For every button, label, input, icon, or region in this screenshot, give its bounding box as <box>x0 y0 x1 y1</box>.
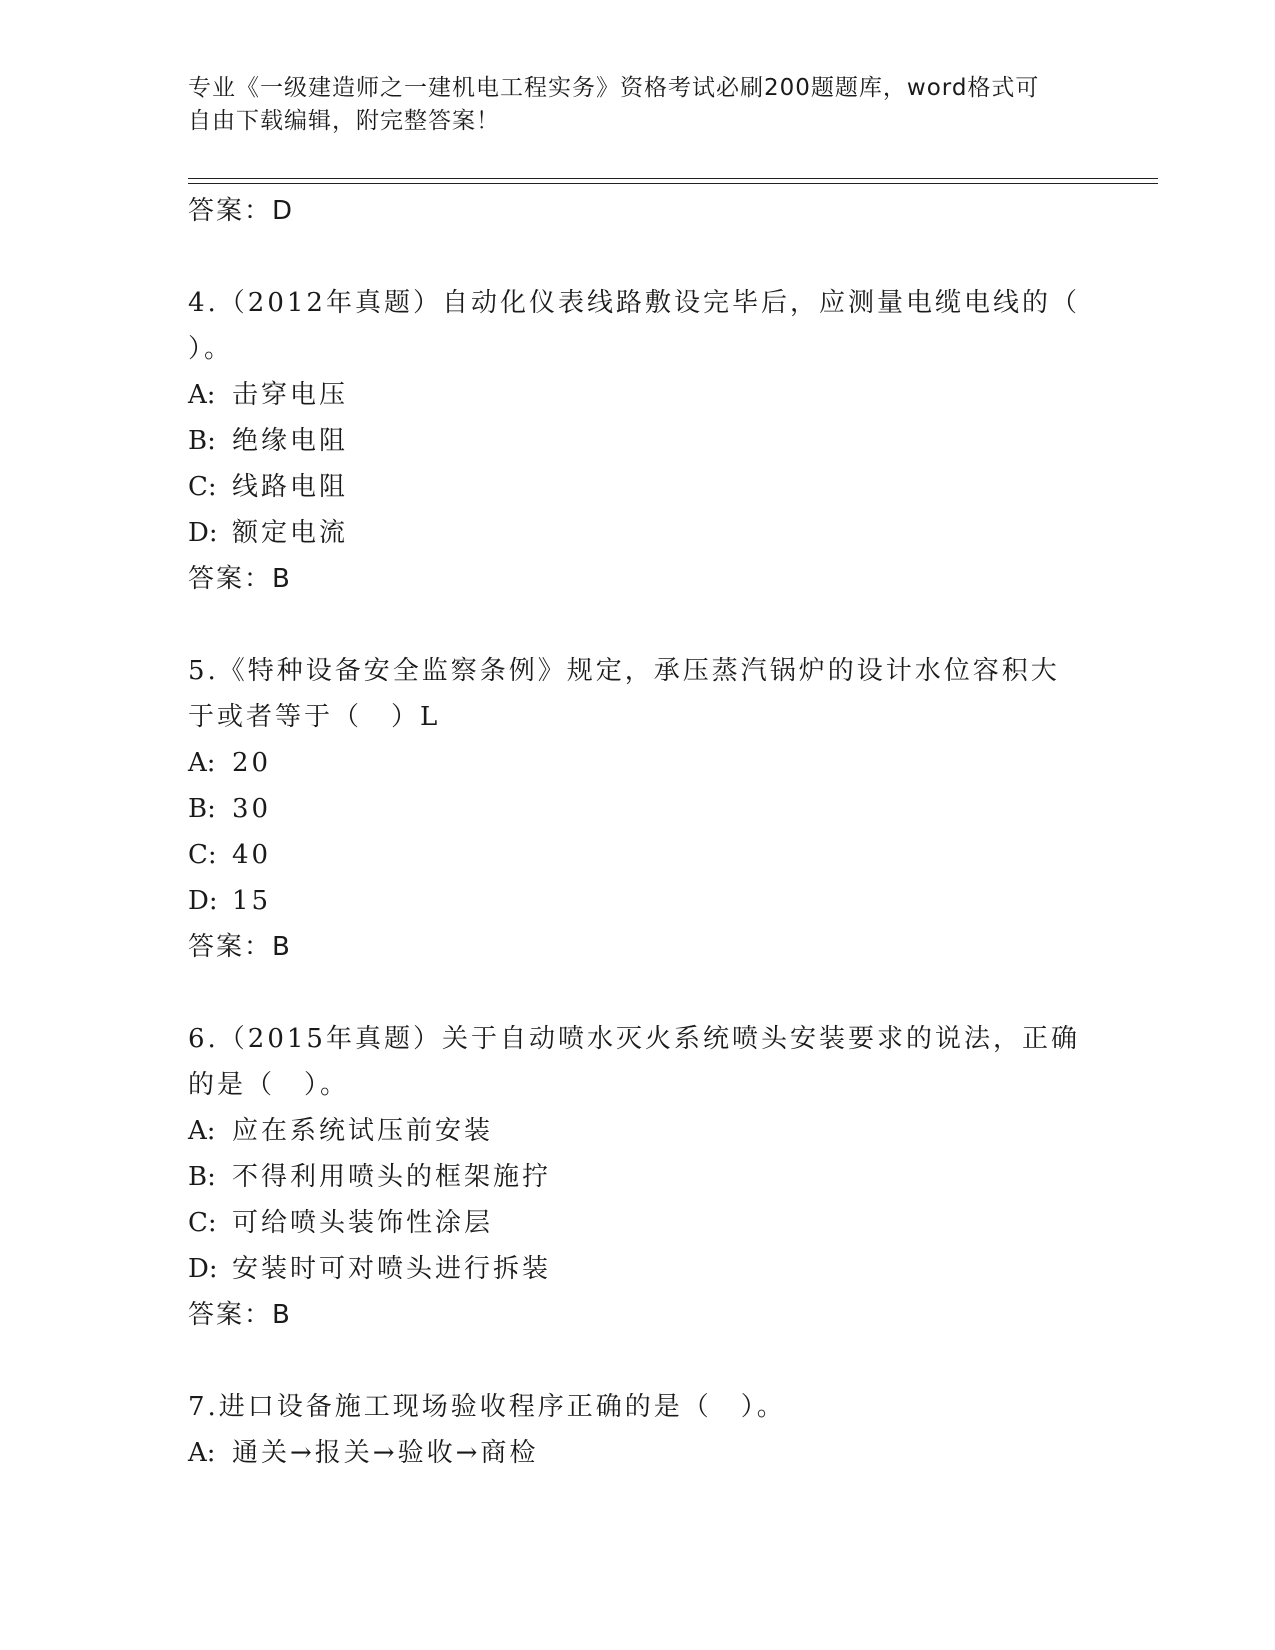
option-c <box>188 464 1088 510</box>
question-stem-continued: 于或者等于（ ）L <box>188 702 441 732</box>
option-b <box>188 418 1088 464</box>
option-d <box>188 1246 1088 1292</box>
answer-line: 答案：D <box>188 196 295 226</box>
question-block <box>188 1384 1088 1476</box>
option-text: 15 <box>232 886 272 916</box>
option-letter: C: <box>188 472 217 502</box>
option-a <box>188 1108 1088 1154</box>
option-d <box>188 510 1088 556</box>
header-line-2: 自由下载编辑，附完整答案！ <box>188 108 500 134</box>
answer-line: 答案：B <box>188 564 292 594</box>
option-letter: A: <box>188 380 216 410</box>
option-text: 通关→报关→验收→商检 <box>232 1438 539 1468</box>
option-text: 线路电阻 <box>232 472 349 502</box>
option-a <box>188 372 1088 418</box>
option-text: 20 <box>232 748 272 778</box>
question-stem: 7.进口设备施工现场验收程序正确的是（ ）。 <box>188 1392 786 1422</box>
option-text: 不得利用喷头的框架施拧 <box>232 1162 552 1192</box>
option-letter: A: <box>188 1116 216 1146</box>
option-text: 30 <box>232 794 272 824</box>
question-stem-continued: ）。 <box>188 334 234 364</box>
option-b <box>188 786 1088 832</box>
option-text: 绝缘电阻 <box>232 426 349 456</box>
question-stem: 4.（2012年真题）自动化仪表线路敷设完毕后，应测量电缆电线的（ <box>188 288 1080 318</box>
question-block <box>188 280 1088 602</box>
question-stem-continued: 的是（ ）。 <box>188 1070 350 1100</box>
option-letter: A: <box>188 748 216 778</box>
option-a <box>188 740 1088 786</box>
question-block <box>188 648 1088 970</box>
header-divider-top <box>188 178 1158 179</box>
option-letter: C: <box>188 840 217 870</box>
option-text: 可给喷头装饰性涂层 <box>232 1208 494 1238</box>
option-text: 额定电流 <box>232 518 349 548</box>
option-letter: B: <box>188 794 216 824</box>
option-d <box>188 878 1088 924</box>
option-text: 40 <box>232 840 272 870</box>
option-letter: C: <box>188 1208 217 1238</box>
option-letter: B: <box>188 1162 216 1192</box>
option-text: 应在系统试压前安装 <box>232 1116 494 1146</box>
option-c <box>188 1200 1088 1246</box>
option-letter: D: <box>188 518 218 548</box>
option-text: 击穿电压 <box>232 380 349 410</box>
answer-line: 答案：B <box>188 1300 292 1330</box>
option-letter: D: <box>188 1254 218 1284</box>
answer-line: 答案：B <box>188 932 292 962</box>
question-stem: 5.《特种设备安全监察条例》规定，承压蒸汽锅炉的设计水位容积大 <box>188 656 1060 686</box>
question-block <box>188 1016 1088 1338</box>
option-b <box>188 1154 1088 1200</box>
question-list <box>188 188 1088 1476</box>
option-letter: D: <box>188 886 218 916</box>
question-stem: 6.（2015年真题）关于自动喷水灭火系统喷头安装要求的说法，正确 <box>188 1024 1080 1054</box>
option-letter: A: <box>188 1438 216 1468</box>
option-text: 安装时可对喷头进行拆装 <box>232 1254 552 1284</box>
document-header <box>188 72 1068 138</box>
option-c <box>188 832 1088 878</box>
header-line-1: 专业《一级建造师之一建机电工程实务》资格考试必刷200题题库，word格式可 <box>188 75 1040 101</box>
option-a <box>188 1430 1088 1476</box>
header-divider-bottom <box>188 183 1158 184</box>
option-letter: B: <box>188 426 216 456</box>
